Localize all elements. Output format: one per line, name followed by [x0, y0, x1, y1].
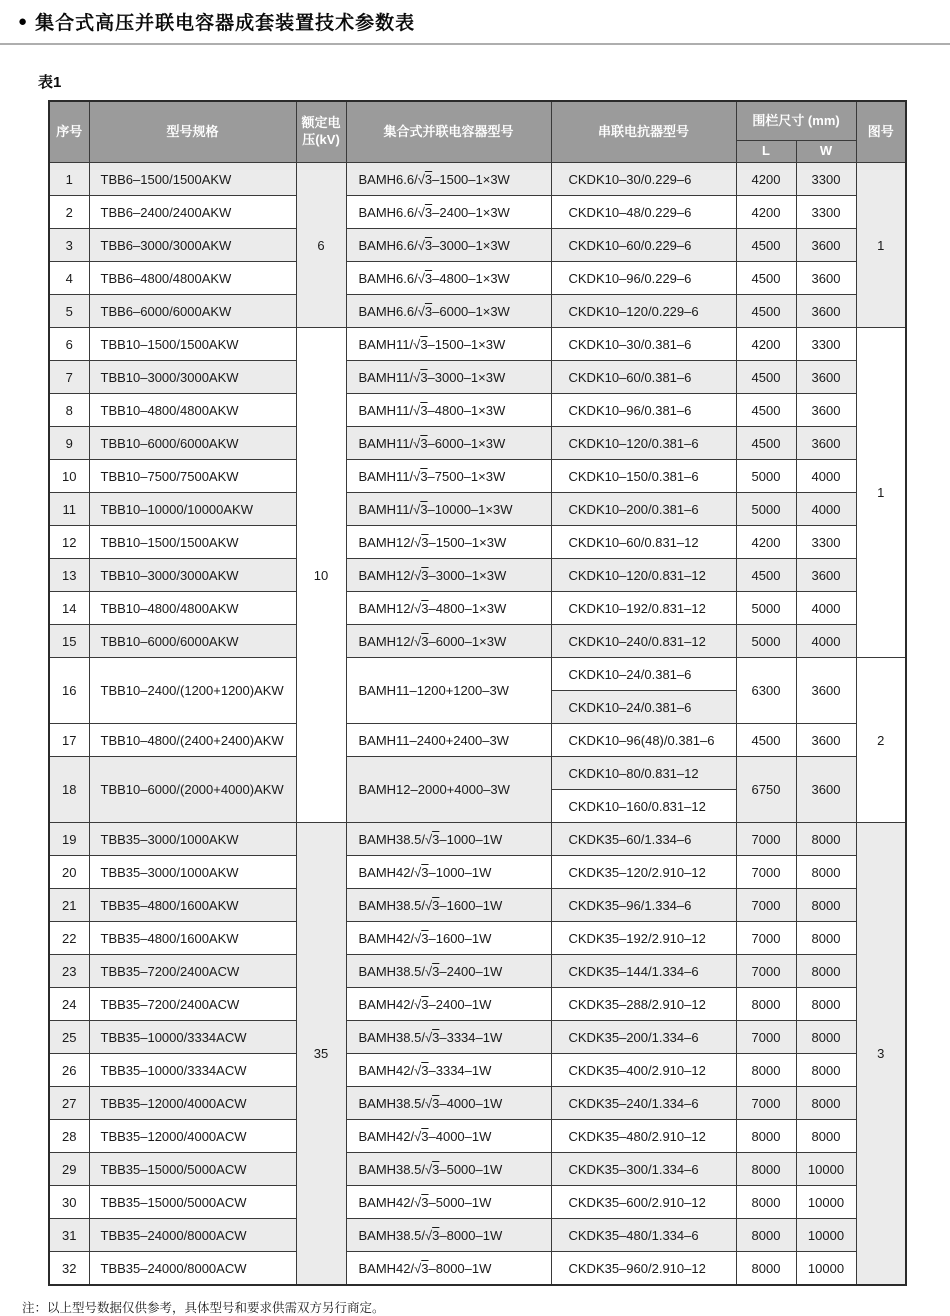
cell-fence-length: 4200 — [736, 196, 796, 229]
cell-capacitor-model: BAMH11/√3–6000–1×3W — [346, 427, 551, 460]
sqrt-3-symbol: √3 — [424, 831, 440, 847]
cell-fence-length: 7000 — [736, 955, 796, 988]
cell-reactor-model: CKDK35–960/2.910–12 — [551, 1252, 736, 1286]
table-row — [49, 262, 906, 295]
parameters-table — [48, 100, 907, 1286]
cell-model-spec: TBB10–4800/4800AKW — [89, 592, 296, 625]
sqrt-3-symbol: √3 — [414, 600, 429, 616]
cell-reactor-model: CKDK35–192/2.910–12 — [551, 922, 736, 955]
table-header — [49, 101, 906, 163]
cell-fence-length: 4500 — [736, 262, 796, 295]
cell-fence-length: 4200 — [736, 328, 796, 361]
table-row — [49, 988, 906, 1021]
cell-model-spec: TBB35–10000/3334ACW — [89, 1054, 296, 1087]
cell-fence-width: 3600 — [796, 427, 856, 460]
cell-reactor-model: CKDK10–30/0.381–6 — [551, 328, 736, 361]
cell-fence-width: 10000 — [796, 1153, 856, 1186]
table-row — [49, 427, 906, 460]
cell-fence-width: 4000 — [796, 460, 856, 493]
cell-model-spec: TBB6–6000/6000AKW — [89, 295, 296, 328]
cell-capacitor-model: BAMH12–2000+4000–3W — [346, 757, 551, 823]
cell-fence-width: 3600 — [796, 262, 856, 295]
cell-reactor-model: CKDK10–96(48)/0.381–6 — [551, 724, 736, 757]
header-fence-l: L — [736, 141, 796, 163]
header-serial-number: 序号 — [49, 101, 89, 163]
sqrt-3-symbol: √3 — [414, 1062, 429, 1078]
cell-rated-voltage: 10 — [296, 328, 346, 823]
cell-reactor-model: CKDK10–120/0.229–6 — [551, 295, 736, 328]
cell-capacitor-model: BAMH6.6/√3–2400–1×3W — [346, 196, 551, 229]
cell-fence-width: 3300 — [796, 526, 856, 559]
cell-fence-length: 5000 — [736, 592, 796, 625]
table-row — [49, 922, 906, 955]
cell-serial-number: 23 — [49, 955, 89, 988]
cell-fence-length: 8000 — [736, 1252, 796, 1286]
cell-model-spec: TBB10–10000/10000AKW — [89, 493, 296, 526]
cell-fence-length: 4500 — [736, 295, 796, 328]
cell-reactor-model: CKDK10–96/0.229–6 — [551, 262, 736, 295]
cell-model-spec: TBB6–2400/2400AKW — [89, 196, 296, 229]
cell-figure-number: 2 — [856, 658, 906, 823]
cell-model-spec: TBB35–4800/1600AKW — [89, 922, 296, 955]
table-row — [49, 229, 906, 262]
cell-fence-length: 4500 — [736, 724, 796, 757]
cell-fence-width: 10000 — [796, 1186, 856, 1219]
cell-reactor-model: CKDK35–240/1.334–6 — [551, 1087, 736, 1120]
cell-serial-number: 18 — [49, 757, 89, 823]
cell-capacitor-model: BAMH12/√3–6000–1×3W — [346, 625, 551, 658]
cell-reactor-model: CKDK10–200/0.381–6 — [551, 493, 736, 526]
cell-serial-number: 30 — [49, 1186, 89, 1219]
cell-serial-number: 4 — [49, 262, 89, 295]
cell-model-spec: TBB35–24000/8000ACW — [89, 1219, 296, 1252]
cell-fence-width: 3300 — [796, 163, 856, 196]
cell-serial-number: 12 — [49, 526, 89, 559]
sqrt-3-symbol: √3 — [424, 1029, 440, 1045]
cell-reactor-model: CKDK35–400/2.910–12 — [551, 1054, 736, 1087]
cell-fence-width: 3600 — [796, 394, 856, 427]
table-row — [49, 724, 906, 757]
cell-fence-length: 8000 — [736, 1186, 796, 1219]
cell-capacitor-model: BAMH42/√3–5000–1W — [346, 1186, 551, 1219]
header-figure-number: 图号 — [856, 101, 906, 163]
cell-model-spec: TBB35–12000/4000ACW — [89, 1087, 296, 1120]
cell-reactor-model: CKDK35–144/1.334–6 — [551, 955, 736, 988]
page-title: 集合式高压并联电容器成套装置技术参数表 — [35, 13, 416, 34]
table-row — [49, 1087, 906, 1120]
cell-fence-width: 3600 — [796, 757, 856, 823]
cell-capacitor-model: BAMH11/√3–4800–1×3W — [346, 394, 551, 427]
cell-model-spec: TBB10–6000/(2000+4000)AKW — [89, 757, 296, 823]
cell-rated-voltage: 6 — [296, 163, 346, 328]
header-model-spec: 型号规格 — [89, 101, 296, 163]
cell-capacitor-model: BAMH11/√3–10000–1×3W — [346, 493, 551, 526]
cell-fence-length: 4200 — [736, 526, 796, 559]
cell-capacitor-model: BAMH38.5/√3–8000–1W — [346, 1219, 551, 1252]
table-row — [49, 328, 906, 361]
cell-model-spec: TBB35–3000/1000AKW — [89, 823, 296, 856]
cell-model-spec: TBB6–1500/1500AKW — [89, 163, 296, 196]
table-row — [49, 460, 906, 493]
cell-reactor-model: CKDK35–60/1.334–6 — [551, 823, 736, 856]
table-body — [49, 163, 906, 1286]
sqrt-3-symbol: √3 — [414, 1128, 429, 1144]
cell-model-spec: TBB35–15000/5000ACW — [89, 1153, 296, 1186]
cell-fence-width: 8000 — [796, 1120, 856, 1153]
cell-model-spec: TBB10–4800/(2400+2400)AKW — [89, 724, 296, 757]
table-row — [49, 625, 906, 658]
table-row — [49, 1054, 906, 1087]
sqrt-3-symbol: √3 — [413, 468, 428, 484]
sqrt-3-symbol: √3 — [417, 303, 433, 319]
cell-fence-length: 5000 — [736, 625, 796, 658]
cell-fence-width: 8000 — [796, 922, 856, 955]
sqrt-3-symbol: √3 — [413, 402, 428, 418]
cell-model-spec: TBB35–3000/1000AKW — [89, 856, 296, 889]
footnote: 注：以上型号数据仅供参考，具体型号和要求供需双方另行商定。 — [22, 1301, 385, 1315]
sqrt-3-symbol: √3 — [414, 633, 429, 649]
cell-serial-number: 11 — [49, 493, 89, 526]
cell-model-spec: TBB35–4800/1600AKW — [89, 889, 296, 922]
cell-fence-length: 4500 — [736, 427, 796, 460]
cell-figure-number: 1 — [856, 328, 906, 658]
cell-model-spec: TBB10–6000/6000AKW — [89, 625, 296, 658]
sqrt-3-symbol: √3 — [414, 996, 429, 1012]
cell-capacitor-model: BAMH11/√3–7500–1×3W — [346, 460, 551, 493]
cell-reactor-model: CKDK10–160/0.831–12 — [551, 790, 736, 823]
cell-fence-width: 8000 — [796, 988, 856, 1021]
table-row — [49, 361, 906, 394]
cell-fence-width: 3600 — [796, 658, 856, 724]
table-row — [49, 1219, 906, 1252]
cell-fence-length: 7000 — [736, 1021, 796, 1054]
cell-model-spec: TBB10–4800/4800AKW — [89, 394, 296, 427]
sqrt-3-symbol: √3 — [417, 270, 433, 286]
cell-fence-width: 3600 — [796, 559, 856, 592]
cell-serial-number: 24 — [49, 988, 89, 1021]
sqrt-3-symbol: √3 — [413, 336, 428, 352]
cell-model-spec: TBB10–3000/3000AKW — [89, 559, 296, 592]
cell-reactor-model: CKDK10–30/0.229–6 — [551, 163, 736, 196]
cell-capacitor-model: BAMH38.5/√3–1600–1W — [346, 889, 551, 922]
cell-model-spec: TBB10–1500/1500AKW — [89, 328, 296, 361]
cell-fence-length: 8000 — [736, 988, 796, 1021]
cell-capacitor-model: BAMH42/√3–4000–1W — [346, 1120, 551, 1153]
cell-serial-number: 9 — [49, 427, 89, 460]
cell-capacitor-model: BAMH12/√3–1500–1×3W — [346, 526, 551, 559]
cell-fence-width: 4000 — [796, 493, 856, 526]
cell-reactor-model: CKDK10–192/0.831–12 — [551, 592, 736, 625]
cell-fence-length: 4500 — [736, 559, 796, 592]
cell-serial-number: 21 — [49, 889, 89, 922]
table-row — [49, 856, 906, 889]
cell-reactor-model: CKDK35–480/1.334–6 — [551, 1219, 736, 1252]
sqrt-3-symbol: √3 — [413, 435, 428, 451]
table-row — [49, 493, 906, 526]
cell-serial-number: 10 — [49, 460, 89, 493]
cell-fence-width: 3300 — [796, 196, 856, 229]
cell-fence-length: 7000 — [736, 823, 796, 856]
cell-capacitor-model: BAMH38.5/√3–4000–1W — [346, 1087, 551, 1120]
cell-serial-number: 29 — [49, 1153, 89, 1186]
cell-reactor-model: CKDK35–200/1.334–6 — [551, 1021, 736, 1054]
cell-fence-length: 4500 — [736, 361, 796, 394]
cell-serial-number: 6 — [49, 328, 89, 361]
cell-serial-number: 25 — [49, 1021, 89, 1054]
cell-rated-voltage: 35 — [296, 823, 346, 1286]
cell-capacitor-model: BAMH12/√3–4800–1×3W — [346, 592, 551, 625]
cell-capacitor-model: BAMH12/√3–3000–1×3W — [346, 559, 551, 592]
table-row — [49, 1120, 906, 1153]
cell-capacitor-model: BAMH6.6/√3–3000–1×3W — [346, 229, 551, 262]
cell-reactor-model: CKDK10–60/0.229–6 — [551, 229, 736, 262]
cell-serial-number: 1 — [49, 163, 89, 196]
table-row — [49, 1021, 906, 1054]
cell-reactor-model: CKDK10–150/0.381–6 — [551, 460, 736, 493]
cell-serial-number: 14 — [49, 592, 89, 625]
cell-serial-number: 8 — [49, 394, 89, 427]
table-row — [49, 658, 906, 691]
cell-capacitor-model: BAMH11/√3–3000–1×3W — [346, 361, 551, 394]
cell-capacitor-model: BAMH11/√3–1500–1×3W — [346, 328, 551, 361]
table-row — [49, 196, 906, 229]
cell-reactor-model: CKDK10–48/0.229–6 — [551, 196, 736, 229]
cell-serial-number: 31 — [49, 1219, 89, 1252]
sqrt-3-symbol: √3 — [414, 1194, 429, 1210]
cell-capacitor-model: BAMH42/√3–1600–1W — [346, 922, 551, 955]
cell-fence-length: 5000 — [736, 460, 796, 493]
cell-reactor-model: CKDK10–60/0.381–6 — [551, 361, 736, 394]
sqrt-3-symbol: √3 — [414, 864, 429, 880]
cell-fence-width: 3600 — [796, 295, 856, 328]
cell-fence-width: 3600 — [796, 229, 856, 262]
cell-fence-length: 6750 — [736, 757, 796, 823]
table-row — [49, 823, 906, 856]
cell-serial-number: 32 — [49, 1252, 89, 1286]
cell-capacitor-model: BAMH38.5/√3–2400–1W — [346, 955, 551, 988]
cell-fence-length: 5000 — [736, 493, 796, 526]
cell-serial-number: 20 — [49, 856, 89, 889]
cell-capacitor-model: BAMH38.5/√3–5000–1W — [346, 1153, 551, 1186]
cell-model-spec: TBB35–7200/2400ACW — [89, 955, 296, 988]
header-fence-size: 围栏尺寸 (mm) — [736, 101, 856, 141]
cell-fence-width: 8000 — [796, 856, 856, 889]
cell-capacitor-model: BAMH42/√3–3334–1W — [346, 1054, 551, 1087]
cell-fence-length: 8000 — [736, 1054, 796, 1087]
cell-serial-number: 13 — [49, 559, 89, 592]
cell-fence-width: 10000 — [796, 1252, 856, 1286]
cell-fence-width: 8000 — [796, 889, 856, 922]
title-divider — [0, 43, 950, 45]
sqrt-3-symbol: √3 — [424, 1095, 440, 1111]
sqrt-3-symbol: √3 — [414, 930, 429, 946]
sqrt-3-symbol: √3 — [414, 567, 429, 583]
cell-serial-number: 27 — [49, 1087, 89, 1120]
cell-reactor-model: CKDK10–24/0.381–6 — [551, 691, 736, 724]
cell-reactor-model: CKDK35–288/2.910–12 — [551, 988, 736, 1021]
cell-fence-width: 8000 — [796, 823, 856, 856]
cell-serial-number: 7 — [49, 361, 89, 394]
cell-reactor-model: CKDK10–80/0.831–12 — [551, 757, 736, 790]
cell-fence-width: 3600 — [796, 724, 856, 757]
cell-serial-number: 22 — [49, 922, 89, 955]
table-row — [49, 592, 906, 625]
cell-serial-number: 15 — [49, 625, 89, 658]
sqrt-3-symbol: √3 — [424, 897, 440, 913]
sqrt-3-symbol: √3 — [417, 171, 433, 187]
table-row — [49, 559, 906, 592]
cell-reactor-model: CKDK10–240/0.831–12 — [551, 625, 736, 658]
cell-capacitor-model: BAMH42/√3–2400–1W — [346, 988, 551, 1021]
table-row — [49, 955, 906, 988]
table-row — [49, 163, 906, 196]
cell-capacitor-model: BAMH38.5/√3–3334–1W — [346, 1021, 551, 1054]
cell-model-spec: TBB35–7200/2400ACW — [89, 988, 296, 1021]
cell-figure-number: 3 — [856, 823, 906, 1286]
cell-fence-width: 8000 — [796, 1021, 856, 1054]
cell-fence-length: 6300 — [736, 658, 796, 724]
table-label: 表1 — [38, 74, 62, 91]
cell-model-spec: TBB10–1500/1500AKW — [89, 526, 296, 559]
cell-capacitor-model: BAMH6.6/√3–1500–1×3W — [346, 163, 551, 196]
cell-reactor-model: CKDK10–60/0.831–12 — [551, 526, 736, 559]
sqrt-3-symbol: √3 — [414, 1260, 429, 1276]
cell-model-spec: TBB10–3000/3000AKW — [89, 361, 296, 394]
cell-fence-length: 8000 — [736, 1219, 796, 1252]
cell-fence-width: 8000 — [796, 1087, 856, 1120]
page-title-row — [0, 8, 950, 35]
cell-reactor-model: CKDK10–96/0.381–6 — [551, 394, 736, 427]
header-capacitor-model: 集合式并联电容器型号 — [346, 101, 551, 163]
cell-model-spec: TBB6–3000/3000AKW — [89, 229, 296, 262]
sqrt-3-symbol: √3 — [417, 204, 433, 220]
sqrt-3-symbol: √3 — [424, 1161, 440, 1177]
cell-fence-width: 3300 — [796, 328, 856, 361]
cell-serial-number: 28 — [49, 1120, 89, 1153]
table-row — [49, 295, 906, 328]
cell-reactor-model: CKDK10–24/0.381–6 — [551, 658, 736, 691]
table-row — [49, 1252, 906, 1286]
cell-reactor-model: CKDK10–120/0.831–12 — [551, 559, 736, 592]
cell-capacitor-model: BAMH6.6/√3–4800–1×3W — [346, 262, 551, 295]
sqrt-3-symbol: √3 — [413, 501, 428, 517]
cell-fence-width: 8000 — [796, 955, 856, 988]
cell-model-spec: TBB35–15000/5000ACW — [89, 1186, 296, 1219]
cell-reactor-model: CKDK35–600/2.910–12 — [551, 1186, 736, 1219]
cell-fence-length: 4500 — [736, 394, 796, 427]
sqrt-3-symbol: √3 — [413, 369, 428, 385]
cell-serial-number: 3 — [49, 229, 89, 262]
cell-reactor-model: CKDK35–96/1.334–6 — [551, 889, 736, 922]
cell-serial-number: 26 — [49, 1054, 89, 1087]
cell-model-spec: TBB6–4800/4800AKW — [89, 262, 296, 295]
cell-fence-width: 3600 — [796, 361, 856, 394]
cell-reactor-model: CKDK35–300/1.334–6 — [551, 1153, 736, 1186]
cell-figure-number: 1 — [856, 163, 906, 328]
table-row — [49, 1153, 906, 1186]
cell-fence-length: 7000 — [736, 889, 796, 922]
cell-capacitor-model: BAMH38.5/√3–1000–1W — [346, 823, 551, 856]
table-row — [49, 394, 906, 427]
cell-fence-width: 4000 — [796, 625, 856, 658]
sqrt-3-symbol: √3 — [424, 1227, 440, 1243]
cell-model-spec: TBB10–2400/(1200+1200)AKW — [89, 658, 296, 724]
cell-capacitor-model: BAMH42/√3–1000–1W — [346, 856, 551, 889]
table-row — [49, 757, 906, 790]
cell-capacitor-model: BAMH11–1200+1200–3W — [346, 658, 551, 724]
sqrt-3-symbol: √3 — [424, 963, 440, 979]
cell-fence-length: 8000 — [736, 1153, 796, 1186]
cell-model-spec: TBB35–10000/3334ACW — [89, 1021, 296, 1054]
header-rated-voltage: 额定电压(kV) — [296, 101, 346, 163]
header-reactor-model: 串联电抗器型号 — [551, 101, 736, 163]
cell-fence-width: 4000 — [796, 592, 856, 625]
cell-serial-number: 5 — [49, 295, 89, 328]
cell-model-spec: TBB35–12000/4000ACW — [89, 1120, 296, 1153]
cell-fence-length: 4200 — [736, 163, 796, 196]
header-fence-w: W — [796, 141, 856, 163]
header-row-main — [49, 101, 906, 141]
cell-fence-length: 8000 — [736, 1120, 796, 1153]
cell-model-spec: TBB10–7500/7500AKW — [89, 460, 296, 493]
sqrt-3-symbol: √3 — [417, 237, 433, 253]
sqrt-3-symbol: √3 — [414, 534, 429, 550]
cell-fence-width: 8000 — [796, 1054, 856, 1087]
cell-capacitor-model: BAMH11–2400+2400–3W — [346, 724, 551, 757]
table-row — [49, 889, 906, 922]
cell-reactor-model: CKDK35–480/2.910–12 — [551, 1120, 736, 1153]
cell-serial-number: 2 — [49, 196, 89, 229]
cell-fence-length: 7000 — [736, 856, 796, 889]
cell-reactor-model: CKDK10–120/0.381–6 — [551, 427, 736, 460]
cell-fence-length: 7000 — [736, 1087, 796, 1120]
table-row — [49, 526, 906, 559]
cell-model-spec: TBB10–6000/6000AKW — [89, 427, 296, 460]
table-row — [49, 1186, 906, 1219]
cell-reactor-model: CKDK35–120/2.910–12 — [551, 856, 736, 889]
cell-serial-number: 19 — [49, 823, 89, 856]
cell-serial-number: 16 — [49, 658, 89, 724]
cell-capacitor-model: BAMH6.6/√3–6000–1×3W — [346, 295, 551, 328]
cell-serial-number: 17 — [49, 724, 89, 757]
cell-fence-width: 10000 — [796, 1219, 856, 1252]
bullet-icon: ● — [18, 13, 28, 30]
cell-capacitor-model: BAMH42/√3–8000–1W — [346, 1252, 551, 1286]
cell-fence-length: 4500 — [736, 229, 796, 262]
cell-fence-length: 7000 — [736, 922, 796, 955]
cell-model-spec: TBB35–24000/8000ACW — [89, 1252, 296, 1286]
